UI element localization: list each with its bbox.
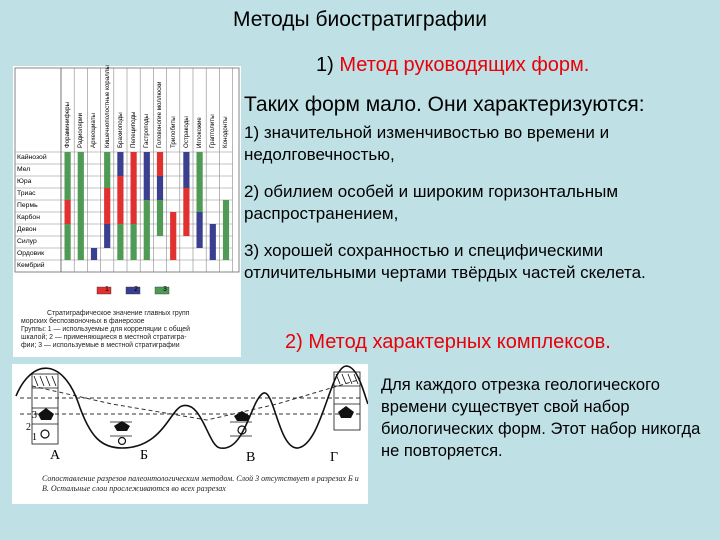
range-bar <box>65 224 71 260</box>
era-label: Карбон <box>17 214 40 221</box>
section-label-v: В <box>246 450 256 465</box>
group-label: Гастроподы <box>143 114 151 148</box>
caption-line: фии; 3 — используемые в местной стратиграфии <box>21 342 180 349</box>
fossil-icon <box>38 408 54 420</box>
range-bar <box>104 188 110 224</box>
range-bar <box>104 152 110 188</box>
fossil-icon <box>234 411 250 421</box>
layer-number-1: 1 <box>32 432 37 443</box>
legend-1: 1 <box>105 286 109 293</box>
range-bar <box>104 224 110 248</box>
point-3: 3) хорошей сохранностью и специфическими отличительными чертами твёрдых частей скелета. <box>244 241 646 282</box>
group-label: Радиолярии <box>77 112 85 148</box>
caption-line: морских беспозвоночных в фанерозое <box>21 318 145 325</box>
group-label: Головоногие моллюски <box>156 81 164 148</box>
range-bar <box>210 224 216 260</box>
range-bar <box>144 152 150 200</box>
range-bar <box>91 248 97 260</box>
group-label: Археоциаты <box>90 113 98 148</box>
group-label: Трилобиты <box>169 116 177 148</box>
point-1: 1) значительной изменчивостью во времени и недолговечностью, <box>244 123 610 164</box>
ground-profile <box>16 366 368 448</box>
section-label-a: А <box>50 448 61 463</box>
section-correlation-figure <box>12 364 368 504</box>
group-label: Иглокожие <box>196 117 203 148</box>
method-1-heading <box>316 54 589 77</box>
caption-line: Группы: 1 — используемые для корреляции с общей <box>21 326 190 333</box>
range-bar <box>117 152 123 176</box>
group-label: Пелециподы <box>130 111 137 148</box>
group-label: Остракоды <box>182 116 190 148</box>
range-bar <box>78 152 84 260</box>
section-label-g: Г <box>330 450 339 465</box>
section-label-b: Б <box>140 448 149 463</box>
era-label: Триас <box>17 190 36 197</box>
fossil-icon <box>338 406 354 418</box>
range-bar <box>131 224 137 260</box>
stratigraphic-chart <box>13 66 241 357</box>
chart-caption <box>21 310 237 350</box>
fossil-icon <box>114 421 130 431</box>
range-bar <box>144 200 150 260</box>
range-bar <box>170 212 176 260</box>
range-bar <box>223 200 229 260</box>
group-label: Конодонты <box>222 116 230 148</box>
characteristic-complexes-text: Для каждого отрезка геологического времени существует свой набор биологических форм. Этот набор никогда не повторяется. <box>381 376 701 460</box>
legend-2: 2 <box>134 286 138 293</box>
group-label: Кишечнополостные кораллы <box>103 65 111 148</box>
legend-3: 3 <box>163 286 167 293</box>
range-bar <box>65 152 71 200</box>
fossil-icon <box>41 430 49 438</box>
era-label: Пермь <box>17 202 38 209</box>
point-2: 2) обилием особей и широким горизонтальным распространением, <box>244 182 619 223</box>
method-1-text: Метод руководящих форм. <box>339 54 590 76</box>
fossil-icon <box>119 438 126 445</box>
range-bar <box>65 200 71 224</box>
era-label: Юра <box>17 178 32 185</box>
era-label: Ордовик <box>17 250 45 257</box>
section-caption: Сопоставление разрезов палеонтологическим методом. Слой 3 отсутствует в разрезах Б и В. Остальные слои прослеживаются во всех разрезах <box>42 474 359 493</box>
range-bar <box>183 152 189 188</box>
era-label: Силур <box>17 238 37 245</box>
range-bar <box>197 152 203 212</box>
era-label: Мел <box>17 166 31 173</box>
range-bar <box>197 212 203 248</box>
page-title: Методы биостратиграфии <box>232 8 488 31</box>
layer-number-2: 2 <box>26 422 31 433</box>
range-bar <box>157 152 163 176</box>
era-label: Девон <box>17 226 37 233</box>
caption-line: шкалой; 2 — применяющиеся в местной стратигра- <box>21 334 187 341</box>
group-label: Фораминиферы <box>64 101 71 148</box>
method-1-number: 1) <box>316 54 334 76</box>
method-2-heading: 2) Метод характерных комплексов. <box>285 331 611 353</box>
group-label: Граптолиты <box>209 114 217 148</box>
few-forms-text: Таких форм мало. Они характеризуются: <box>244 93 645 116</box>
era-label: Кайнозой <box>17 154 47 161</box>
layer-number-3: 3 <box>32 410 37 421</box>
range-bar <box>157 200 163 236</box>
caption-line: Стратиграфическое значение главных групп <box>47 310 190 317</box>
range-bar <box>131 152 137 224</box>
range-bar <box>117 176 123 224</box>
era-label: Кембрий <box>17 262 45 269</box>
range-bar <box>117 224 123 260</box>
range-bar <box>183 188 189 236</box>
group-label: Брахиоподы <box>116 112 124 148</box>
range-bar <box>157 176 163 200</box>
